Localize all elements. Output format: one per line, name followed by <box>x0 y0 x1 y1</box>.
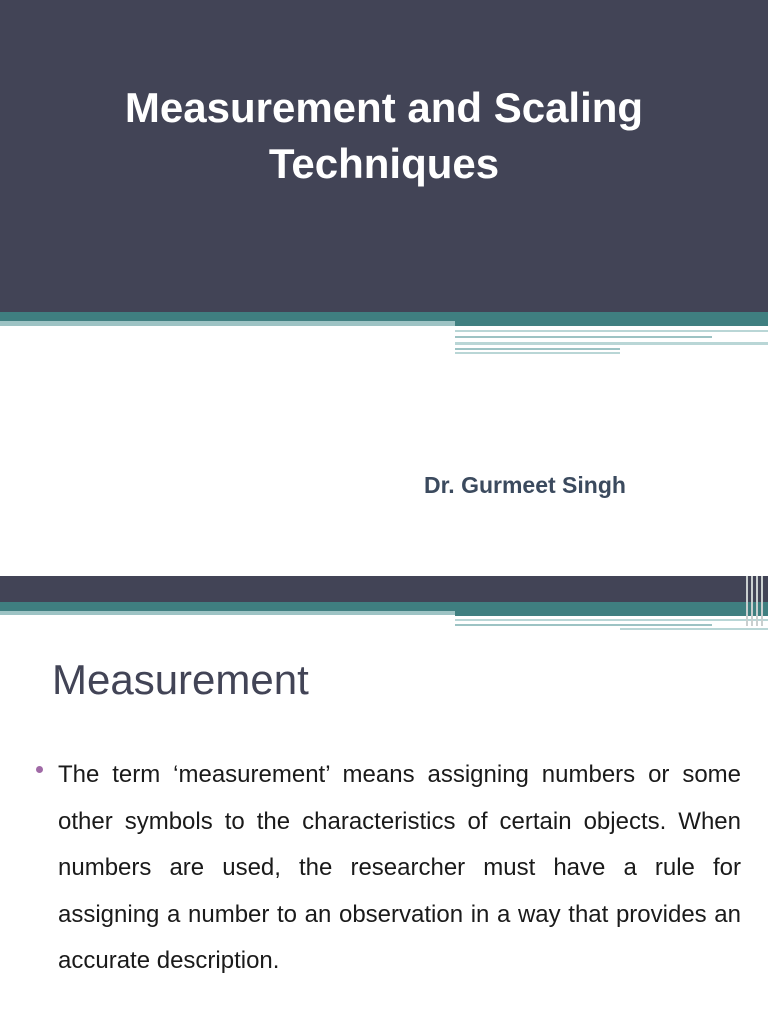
content-slide <box>0 576 768 1024</box>
teal-accent-bar-step <box>455 321 768 326</box>
accent-line <box>0 611 455 615</box>
accent-line <box>455 330 768 332</box>
bullet-text: The term ‘measurement’ means assigning numbers or some other symbols to the characteristics of certain objects. When numbers are used, the researcher must have a rule for assigning a number to an observation in a way that provides an accurate description. <box>58 761 741 974</box>
accent-line <box>455 624 712 626</box>
corner-stripe <box>761 576 763 626</box>
teal-accent-bar <box>0 312 768 321</box>
accent-line <box>455 352 620 354</box>
bullet-icon <box>36 766 43 773</box>
slide-heading: Measurement <box>52 656 309 703</box>
corner-stripe <box>756 576 758 626</box>
corner-stripe <box>746 576 748 626</box>
slide-title: Measurement and Scaling Techniques <box>124 84 644 187</box>
accent-line <box>455 336 712 338</box>
teal-accent-bar <box>0 602 768 611</box>
accent-line <box>620 628 768 630</box>
author-name: Dr. Gurmeet Singh <box>424 472 626 498</box>
teal-accent-bar-step <box>455 611 768 616</box>
accent-line <box>455 342 768 345</box>
accent-line <box>455 348 620 350</box>
accent-line <box>455 619 768 621</box>
accent-line <box>0 321 455 326</box>
header-band <box>0 576 768 602</box>
corner-stripe <box>751 576 753 626</box>
